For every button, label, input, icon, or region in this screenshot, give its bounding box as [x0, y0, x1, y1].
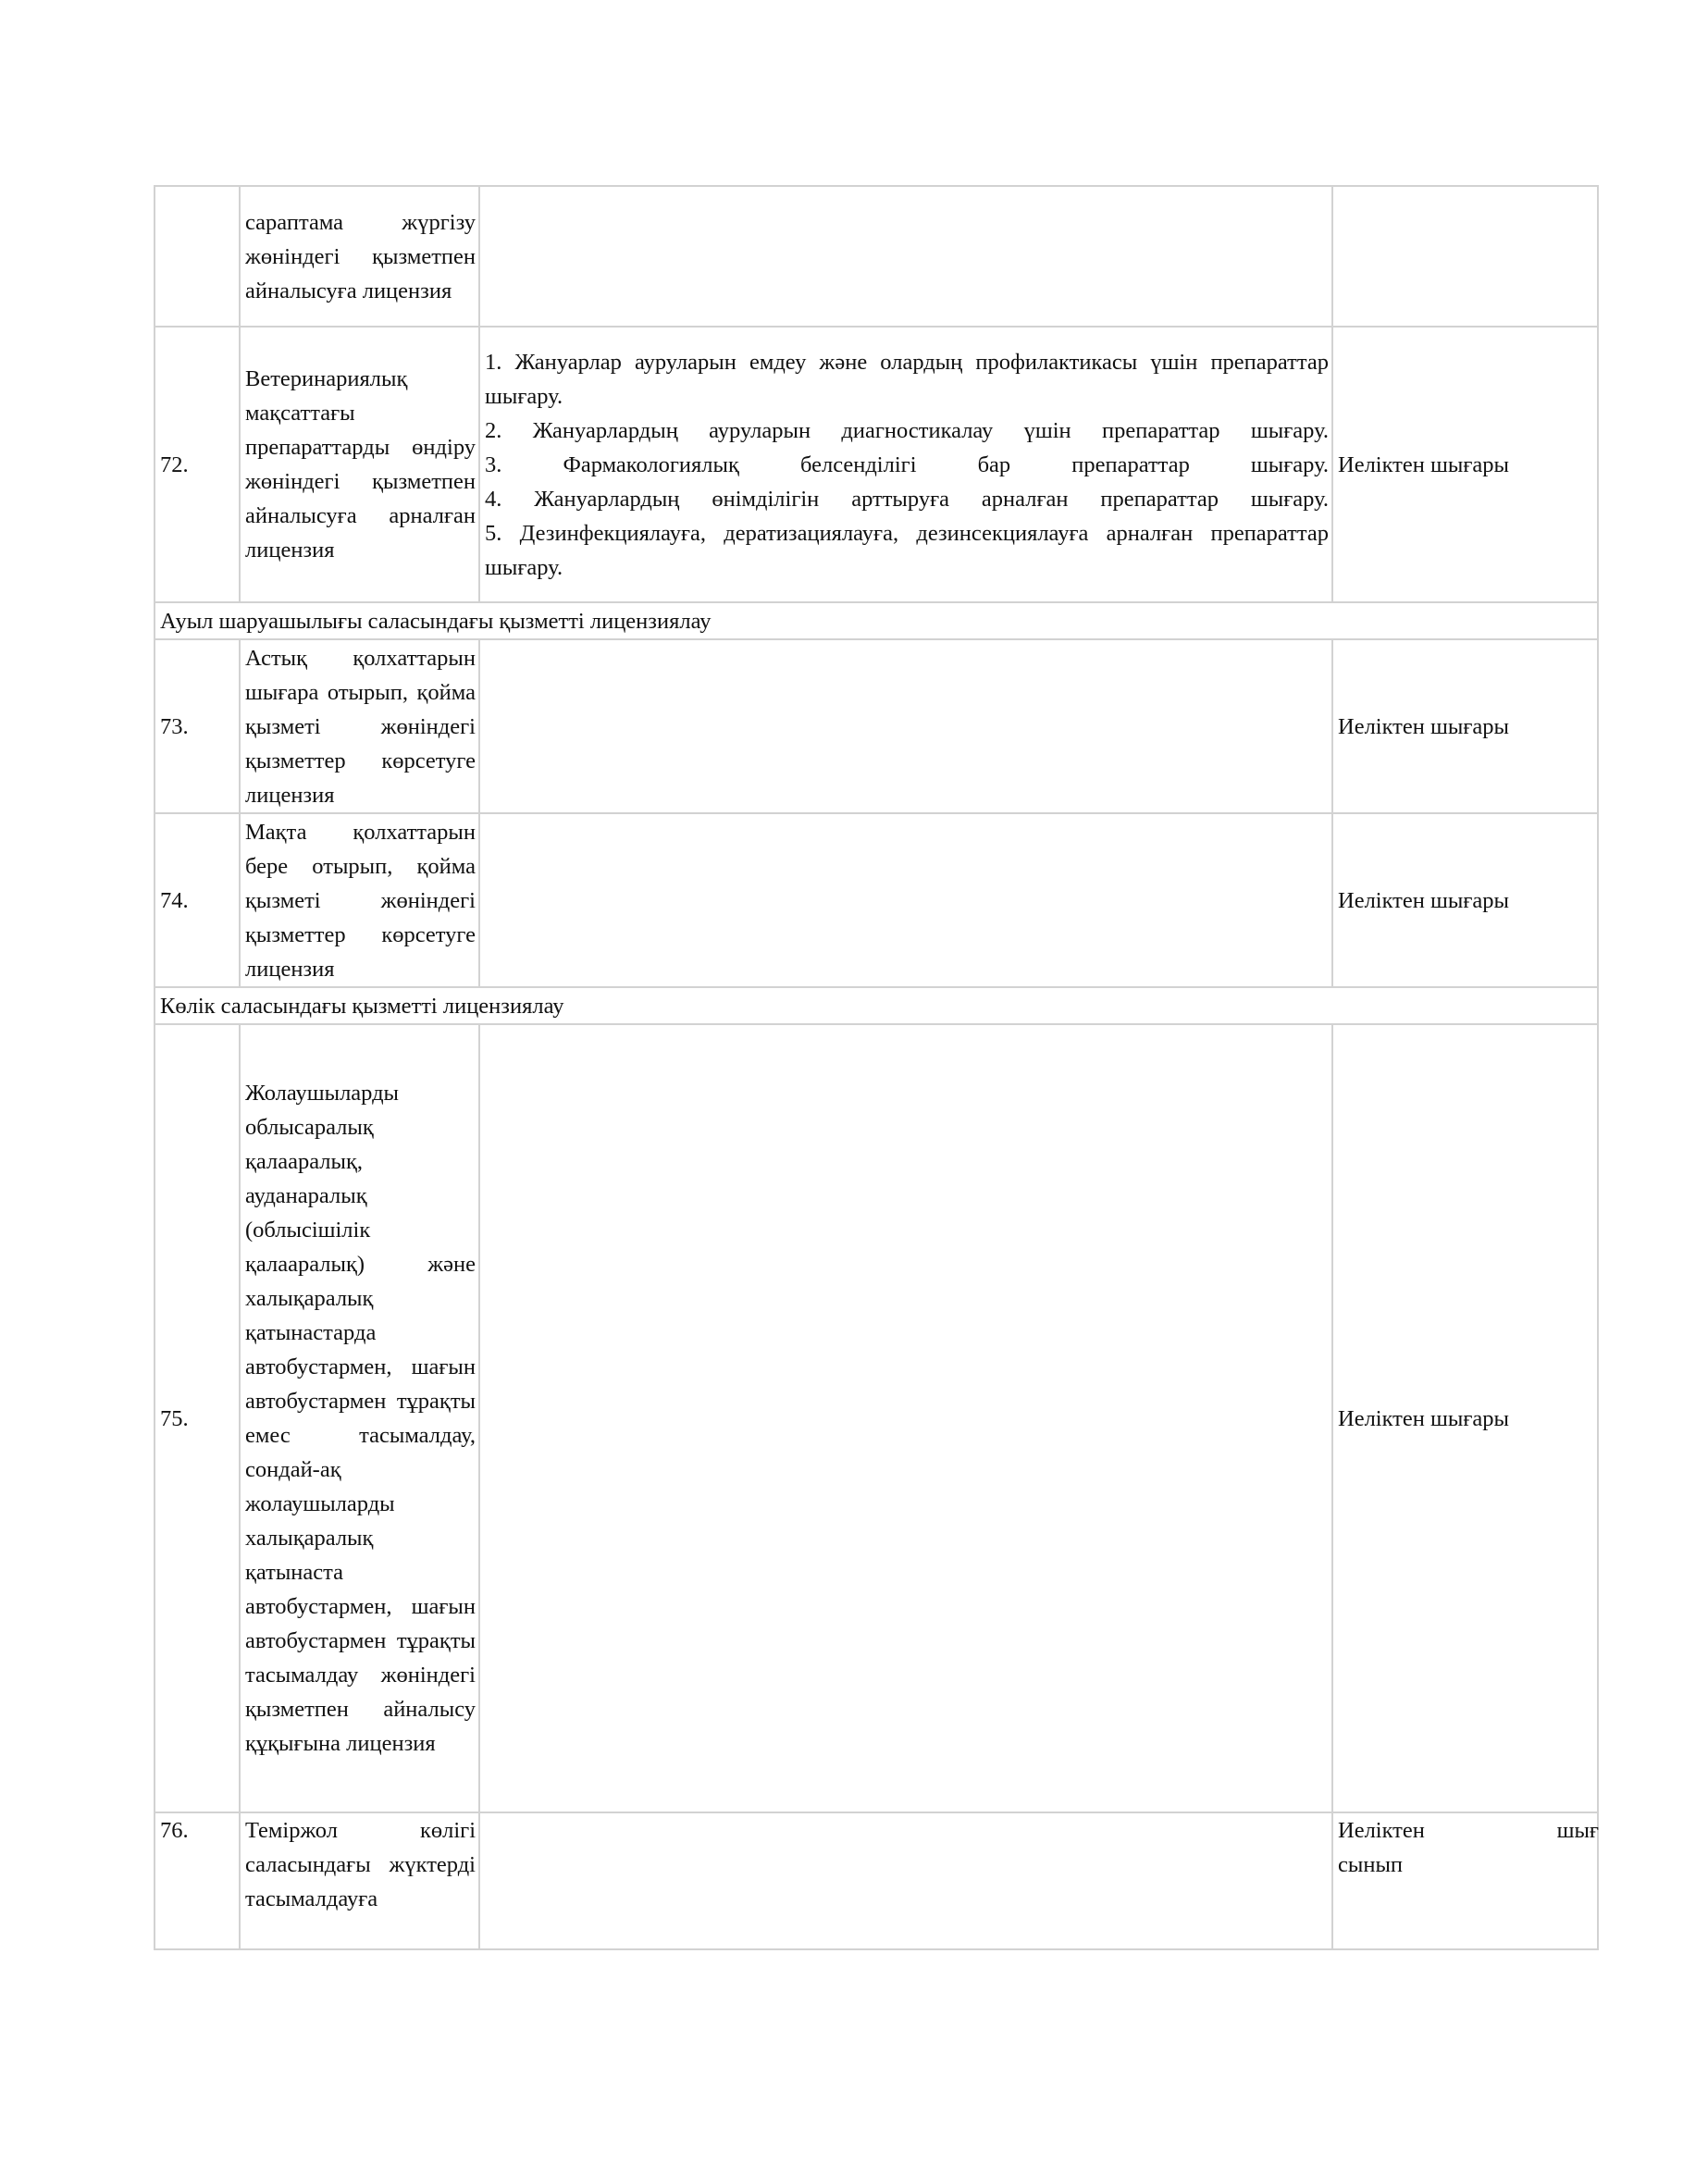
table-row	[155, 1024, 1598, 1812]
status-word: шығ	[1556, 1818, 1599, 1843]
row-number: 75.	[155, 1024, 240, 1812]
license-status: Иеліктен шығары	[1332, 327, 1598, 602]
license-description	[479, 1812, 1332, 1949]
status-word: Иеліктен	[1338, 1818, 1425, 1843]
description-item: 1. Жануарлар ауруларын емдеу және олардың профилактикасы үшін препараттар шығару.	[485, 349, 1329, 409]
license-name: сараптама жүргізу жөніндегі қызметпен айналысуға лицензия	[240, 186, 479, 327]
row-number: 73.	[155, 639, 240, 813]
table-row	[155, 1812, 1598, 1949]
section-title: Ауыл шаруашылығы саласындағы қызметті лицензиялау	[155, 602, 1598, 639]
row-number	[155, 186, 240, 327]
license-name: Жолаушыларды облысаралық қалааралық, ауданаралық (облысішілік қалааралық) және халықаралық қатынастарда автобустармен, шағын автобустармен тұрақты емес тасымалдау, сондай-ақ жолаушыларды халықаралық қатынаста автобустармен, шағын автобустармен тұрақты тасымалдау жөніндегі қызметпен айналысу құқығына лицензия	[240, 1024, 479, 1812]
description-item: 5. Дезинфекциялауға, дератизациялауға, дезинсекциялауға арналған препараттар шығару.	[485, 520, 1329, 580]
license-description	[479, 813, 1332, 987]
license-status: Иеліктен шығары	[1332, 813, 1598, 987]
status-line-2: сынып	[1338, 1852, 1404, 1877]
section-header-row	[155, 987, 1598, 1024]
description-item: 2. Жануарлардың ауруларын диагностикалау үшін препараттар шығару.	[485, 417, 1329, 443]
row-number: 72.	[155, 327, 240, 602]
license-name: Мақта қолхаттарын бере отырып, қойма қызметі жөніндегі қызметтер көрсетуге лицензия	[240, 813, 479, 987]
license-description	[479, 1024, 1332, 1812]
section-title: Көлік саласындағы қызметті лицензиялау	[155, 987, 1598, 1024]
status-text	[1338, 1813, 1708, 1882]
description-item: 3. Фармакологиялық белсенділігі бар препараттар шығару.	[485, 451, 1329, 477]
table-row	[155, 327, 1598, 602]
license-name: Теміржол көлігі саласындағы жүктерді тасымалдауға	[240, 1812, 479, 1949]
license-status: Иеліктен шығары	[1332, 1024, 1598, 1812]
license-description	[479, 186, 1332, 327]
license-description	[479, 327, 1332, 602]
table-row	[155, 186, 1598, 327]
license-status	[1332, 1812, 1598, 1949]
license-description	[479, 639, 1332, 813]
row-number: 76.	[155, 1812, 240, 1949]
license-name: Ветеринариялық мақсаттағы препараттарды өндіру жөніндегі қызметпен айналысуға арналған лицензия	[240, 327, 479, 602]
license-status	[1332, 186, 1598, 327]
status-line-1	[1338, 1813, 1599, 1848]
table-row	[155, 639, 1598, 813]
license-status: Иеліктен шығары	[1332, 639, 1598, 813]
section-header-row	[155, 602, 1598, 639]
row-number: 74.	[155, 813, 240, 987]
license-name: Астық қолхаттарын шығара отырып, қойма қызметі жөніндегі қызметтер көрсетуге лицензия	[240, 639, 479, 813]
license-table	[154, 185, 1599, 1950]
table-row	[155, 813, 1598, 987]
description-item: 4. Жануарлардың өнімділігін арттыруға арналған препараттар шығару.	[485, 486, 1329, 512]
